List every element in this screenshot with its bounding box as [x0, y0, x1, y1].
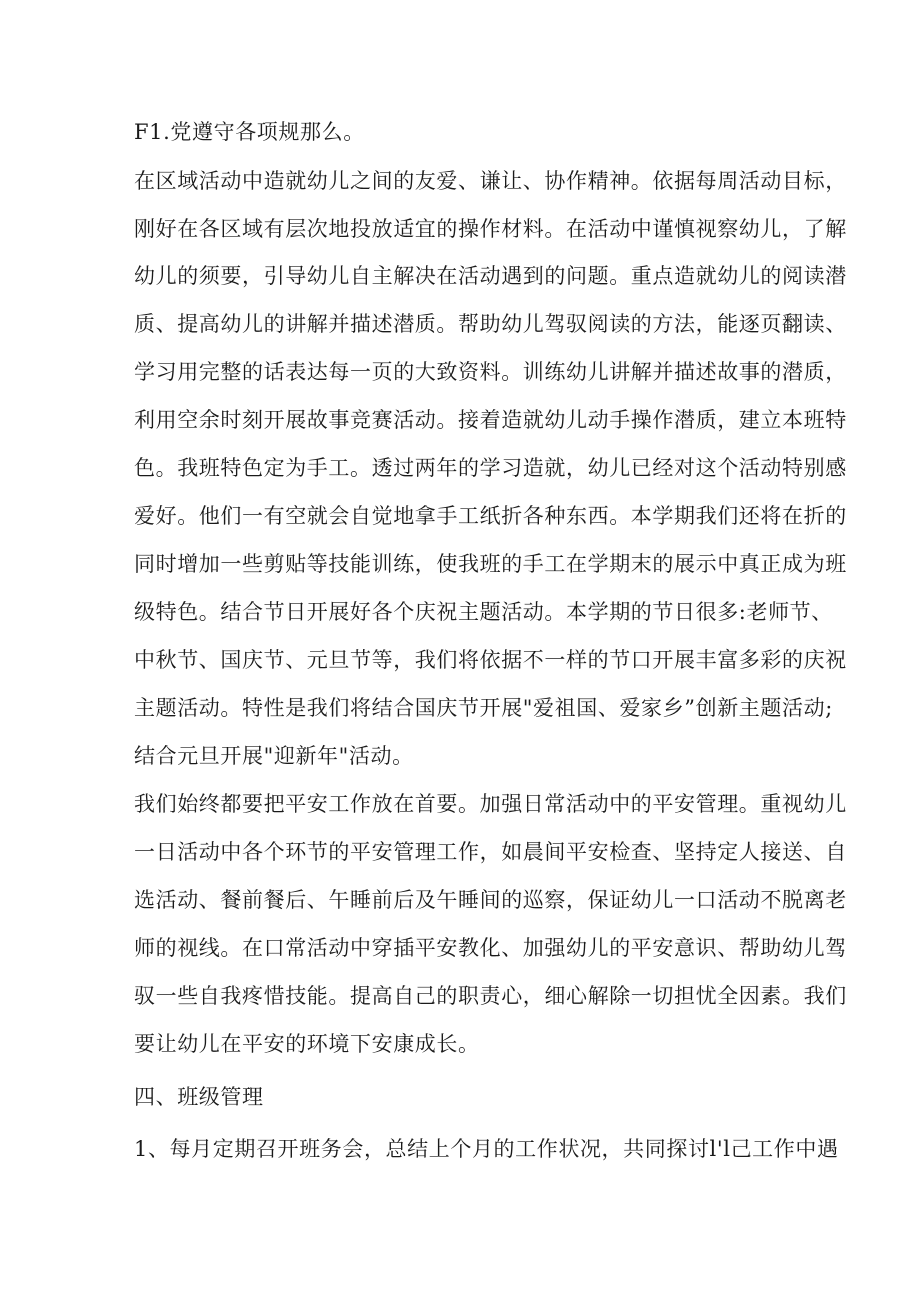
- text-line: 级特色。结合节日开展好各个庆祝主题活动。本学期的节日很多:老师节、: [134, 600, 833, 624]
- text-line: 同时增加一些剪贴等技能训练，使我班的手工在学期末的展示中真正成为班: [134, 552, 847, 576]
- text-line: 师的视线。在口常活动中穿插平安教化、加强幼儿的平安意识、帮助幼儿驾: [134, 936, 847, 960]
- text-line: 质、提高幼儿的讲解并描述潜质。帮助幼儿驾驭阅读的方法，能逐页翻读、: [134, 312, 847, 336]
- text-line: F1.党遵守各项规那么。: [134, 120, 365, 144]
- text-line: 色。我班特色定为手工。透过两年的学习造就，幼儿已经对这个活动特别感: [134, 456, 847, 480]
- text-line: 刚好在各区域有层次地投放适宜的操作材料。在活动中谨慎视察幼儿，了解: [134, 217, 847, 241]
- text-line: 一日活动中各个环节的平安管理工作，如晨间平安检查、坚持定人接送、自: [134, 840, 847, 864]
- text-line: 在区域活动中造就幼儿之间的友爱、谦让、协作精神。依据每周活动目标，: [134, 169, 847, 193]
- text-line: 选活动、餐前餐后、午睡前后及午睡间的巡察，保证幼儿一口活动不脱离老: [134, 888, 847, 912]
- text-line: 学习用完整的话表达每一页的大致资料。训练幼儿讲解并描述故事的潜质，: [134, 360, 847, 384]
- text-line: 1、每月定期召开班务会，总结上个月的工作状况，共同探讨l'l己工作中遇: [134, 1137, 839, 1161]
- text-line: 爱好。他们一有空就会自觉地拿手工纸折各种东西。本学期我们还将在折的: [134, 504, 847, 528]
- text-line: 利用空余时刻开展故事竞赛活动。接着造就幼儿动手操作潜质，建立本班特: [134, 408, 847, 432]
- text-line: 驭一些自我疼惜技能。提高自己的职责心，细心解除一切担忧全因素。我们: [134, 984, 847, 1008]
- text-line: 我们始终都要把平安工作放在首要。加强日常活动中的平安管理。重视幼儿: [134, 792, 847, 816]
- text-line: 主题活动。特性是我们将结合国庆节开展"爱祖国、爱家乡”创新主题活动;: [134, 696, 833, 720]
- text-line: 中秋节、国庆节、元旦节等，我们将依据不一样的节口开展丰富多彩的庆祝: [134, 648, 847, 672]
- text-line: 要让幼儿在平安的环境下安康成长。: [134, 1032, 480, 1056]
- section-heading: 四、班级管理: [134, 1085, 264, 1109]
- text-line: 幼儿的须要，引导幼儿自主解决在活动遇到的问题。重点造就幼儿的阅读潜: [134, 264, 847, 288]
- text-line: 结合元旦开展"迎新年"活动。: [134, 744, 414, 768]
